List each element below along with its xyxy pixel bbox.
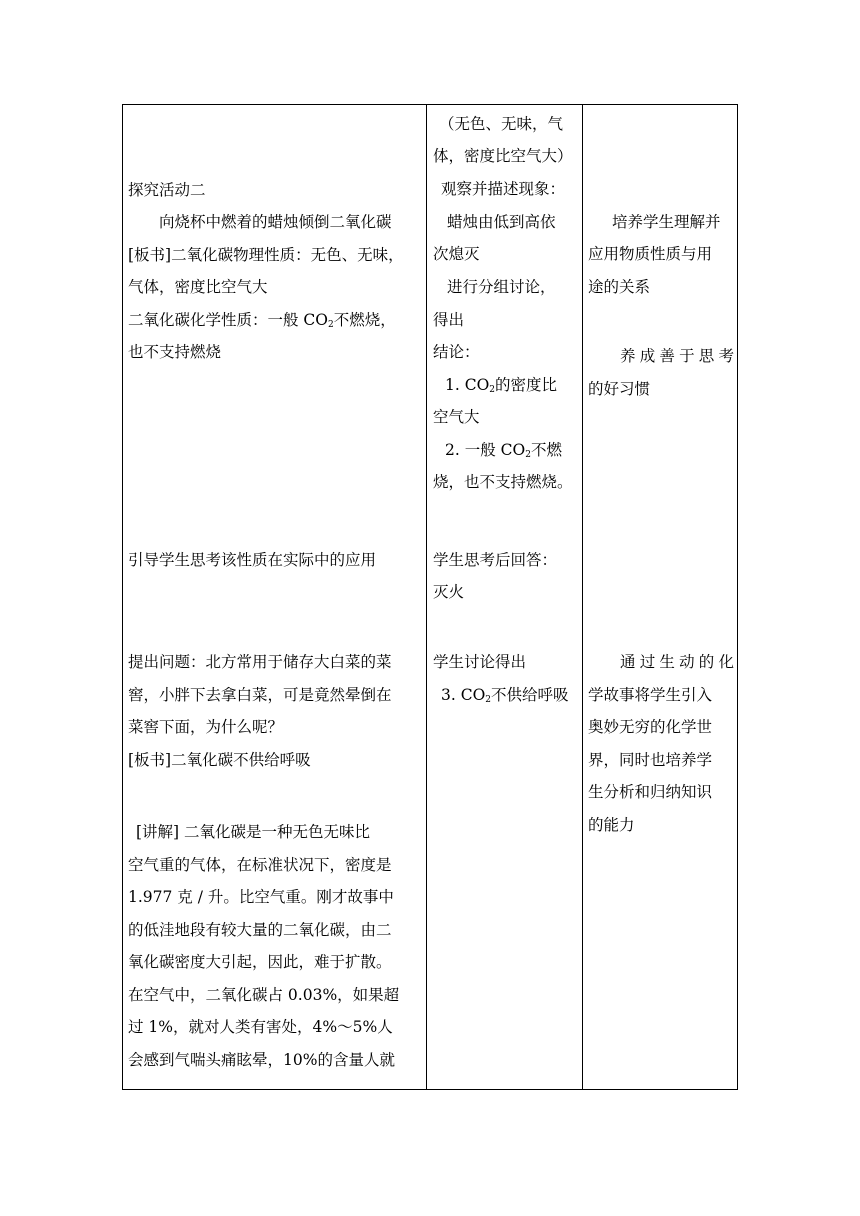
board-note-physical-1: [板书]二氧化碳物理性质：无色、无味，	[128, 246, 404, 264]
text-part: 二氧化碳化学性质：一般 CO	[128, 311, 328, 329]
column-divider-2	[582, 104, 583, 1090]
answer-line-1: 学生思考后回答：	[433, 551, 558, 569]
teacher-activity-column	[128, 104, 424, 1090]
text-part: 3. CO	[441, 686, 486, 704]
observe-label: 观察并描述现象：	[441, 180, 566, 198]
subscript: 2	[489, 385, 496, 395]
lecture-line-6: 在空气中，二氧化碳占 0.03%，如果超	[128, 986, 400, 1004]
goal-3-line-1: 通过生动的化	[620, 653, 734, 671]
board-note-respiration: [板书]二氧化碳不供给呼吸	[128, 751, 311, 769]
design-intent-column	[588, 104, 734, 1090]
goal-3-line-6: 的能力	[588, 816, 635, 834]
goal-2-line-1: 养成善于思考	[620, 347, 734, 365]
goal-2-line-2: 的好习惯	[588, 380, 651, 398]
conclusion-2-line-2: 烧，也不支持燃烧。	[433, 473, 573, 491]
goal-1-line-1: 培养学生理解并	[612, 213, 721, 231]
goal-3-line-4: 界，同时也培养学	[588, 751, 713, 769]
discuss-line-2: 得出	[433, 311, 465, 329]
question-line-1: 提出问题：北方常用于储存大白菜的菜	[128, 653, 392, 671]
lecture-line-1: [讲解] 二氧化碳是一种无色无味比	[136, 823, 371, 841]
text-part: 不燃	[530, 441, 562, 459]
question-line-2: 窖，小胖下去拿白菜，可是竟然晕倒在	[128, 686, 392, 704]
property-line-1: （无色、无味，气	[439, 115, 564, 133]
student-activity-column	[433, 104, 581, 1090]
subscript: 2	[485, 695, 492, 705]
conclusion-1-line-2: 空气大	[433, 408, 480, 426]
result-line-2	[433, 679, 581, 717]
question-line-3: 菜窖下面，为什么呢？	[128, 718, 284, 736]
lecture-line-8: 会感到气喘头痛眩晕，10%的含量人就	[128, 1051, 395, 1069]
board-note-physical-2: 气体，密度比空气大	[128, 278, 268, 296]
goal-3-line-3: 奥妙无穷的化学世	[588, 718, 713, 736]
subscript: 2	[328, 320, 334, 330]
goal-1-line-3: 途的关系	[588, 278, 651, 296]
goal-3-line-2: 学故事将学生引入	[588, 686, 713, 704]
conclusion-label: 结论：	[433, 343, 480, 361]
activity-title: 探究活动二	[128, 181, 206, 199]
text-part: 不燃烧，	[333, 311, 396, 329]
text-part: 的密度比	[495, 376, 558, 394]
table-border-left	[122, 104, 123, 1090]
lecture-line-5: 氧化碳密度大引起，因此，难于扩散。	[128, 953, 392, 971]
lecture-line-2: 空气重的气体，在标准状况下，密度是	[128, 856, 392, 874]
chemical-property-line-2: 也不支持燃烧	[128, 343, 222, 361]
column-divider-1	[426, 104, 427, 1090]
candle-line-1: 蜡烛由低到高依	[447, 213, 556, 231]
answer-line-2: 灭火	[433, 583, 465, 601]
lecture-line-4: 的低洼地段有较大量的二氧化碳，由二	[128, 921, 392, 939]
activity-description: 向烧杯中燃着的蜡烛倾倒二氧化碳	[159, 213, 392, 231]
lesson-table	[122, 104, 738, 1090]
text-part: 1. CO	[445, 376, 490, 394]
lecture-line-3: 1.977 克 / 升。比空气重。刚才故事中	[128, 888, 394, 906]
text-part: 不供给呼吸	[491, 686, 569, 704]
goal-1-line-2: 应用物质性质与用	[588, 245, 713, 263]
text-part: 2. 一般 CO	[445, 441, 526, 459]
discuss-line-1: 进行分组讨论，	[447, 278, 556, 296]
goal-3-line-5: 生分析和归纳知识	[588, 783, 713, 801]
table-border-right	[737, 104, 738, 1090]
guide-text: 引导学生思考该性质在实际中的应用	[128, 551, 377, 569]
subscript: 2	[525, 450, 531, 460]
candle-line-2: 次熄灭	[433, 245, 480, 263]
result-line-1: 学生讨论得出	[433, 653, 527, 671]
lecture-line-7: 过 1%，就对人类有害处，4%～5%人	[128, 1018, 393, 1036]
property-line-2: 体，密度比空气大）	[433, 147, 573, 165]
